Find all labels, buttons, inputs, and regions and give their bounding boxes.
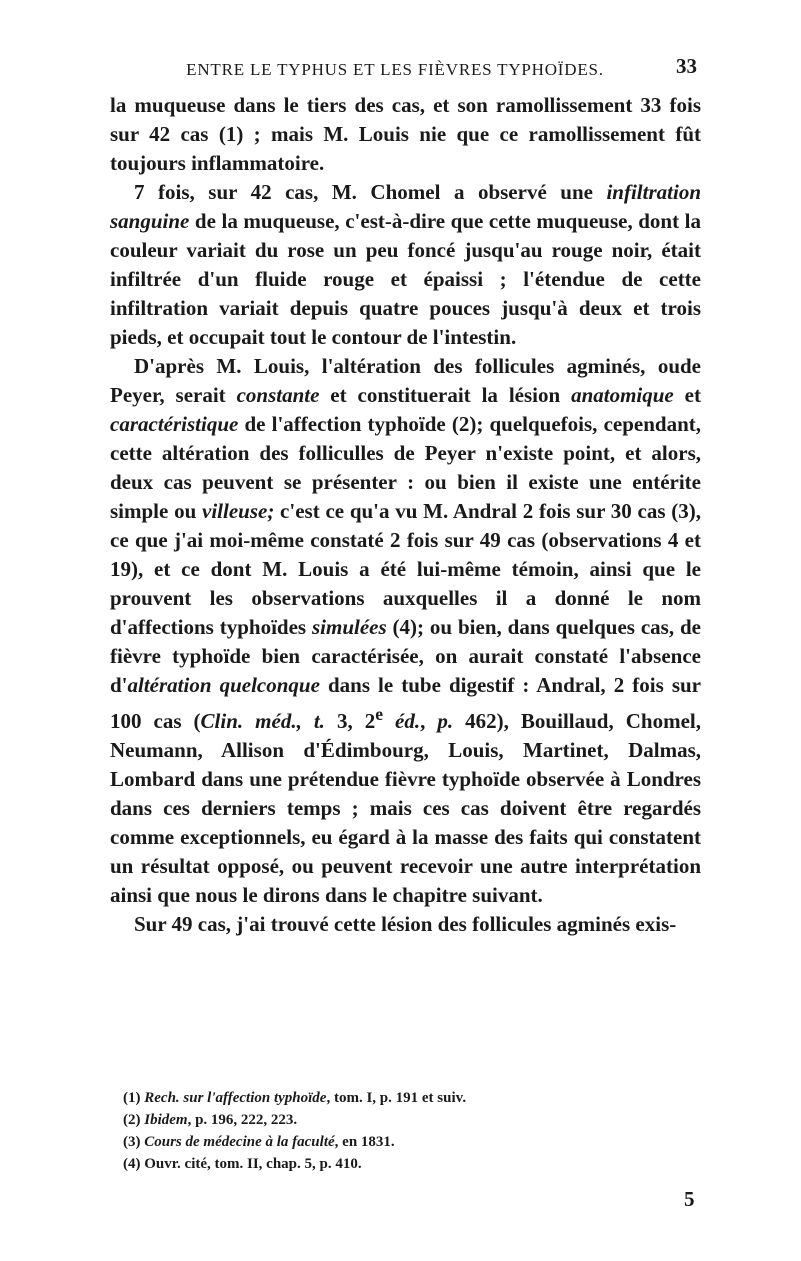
body-text	[110, 91, 701, 939]
superscript: e	[375, 704, 383, 724]
italic-text: simulées	[311, 615, 387, 639]
signature-mark: 5	[684, 1187, 695, 1211]
paragraph: Sur 49 cas, j'ai trouvé cette lésion des follicules agminés exis-	[134, 912, 677, 936]
italic-text: Cours de médecine à la faculté	[144, 1134, 335, 1150]
italic-text: Ibidem	[144, 1112, 188, 1128]
italic-text: Clin. méd., t.	[200, 709, 325, 733]
italic-text: constante	[236, 383, 320, 407]
footnotes	[123, 1087, 693, 1175]
italic-text: infiltration sanguine	[110, 180, 701, 233]
footnote: (1) Rech. sur l'affection typhoïde, tom. I, p. 191 et suiv.	[123, 1090, 467, 1106]
paragraph: D'après M. Louis, l'altération des follicules agminés, oude Peyer, serait constante et constituerait la lésion anatomique et caractéristique de l'affection typhoïde (2); quelquefois, cependant, cette altération des folliculles de Peyer n'existe point, et alors, deux cas peuvent se présenter : ou bien il existe une entérite simple ou villeuse; c'est ce qu'a vu M. Andral 2 fois sur 30 cas (3), ce que j'ai moi-même constaté 2 fois sur 49 cas (observations 4 et 19), et ce dont M. Louis a été lui-même témoin, ainsi que le prouvent les observations auxquelles il a donné le nom d'affections typhoïdes simulées (4); ou bien, dans quelques cas, de fièvre typhoïde bien caractérisée, on aurait constaté l'absence d'altération quelconque dans le tube digestif : Andral, 2 fois sur 100 cas (Clin. méd., t. 3, 2e éd., p. 462), Bouillaud, Chomel, Neumann, Allison d'Édimbourg, Louis, Martinet, Dalmas, Lombard dans une prétendue fièvre typhoïde observée à Londres dans ces derniers temps ; mais ces cas doivent être regardés comme exceptionnels, eu égard à la masse des faits qui constatent un résultat opposé, ou peuvent recevoir une autre interprétation ainsi que nous le dirons dans le chapitre suivant.	[110, 354, 702, 907]
paragraph: la muqueuse dans le tiers des cas, et son ramollissement 33 fois sur 42 cas (1) ; mais M. Louis nie que ce ramollissement fût toujours inflammatoire.	[110, 93, 701, 175]
italic-text: éd.	[395, 709, 421, 733]
italic-text: villeuse;	[202, 499, 275, 523]
italic-text: altération quelconque	[127, 673, 320, 697]
footnote: (3) Cours de médecine à la faculté, en 1831.	[123, 1134, 395, 1150]
running-title: ENTRE LE TYPHUS ET LES FIÈVRES TYPHOÏDES.	[186, 60, 604, 79]
italic-text: p.	[437, 709, 454, 733]
page-number: 33	[676, 54, 697, 78]
italic-text: anatomique	[571, 383, 674, 407]
italic-text: Rech. sur l'affection typhoïde	[144, 1090, 327, 1106]
footnote: (4) Ouvr. cité, tom. II, chap. 5, p. 410.	[123, 1156, 362, 1172]
paragraph: 7 fois, sur 42 cas, M. Chomel a observé une infiltration sanguine de la muqueuse, c'est-à-dire que cette muqueuse, dont la couleur variait du rose un peu foncé jusqu'au rouge noir, était infiltrée d'un fluide rouge et épaissi ; l'étendue de cette infiltration variait depuis quatre pouces jusqu'à deux et trois pieds, et occupait tout le contour de l'intestin.	[110, 180, 701, 349]
italic-text: caractéristique	[110, 412, 239, 436]
footnote: (2) Ibidem, p. 196, 222, 223.	[123, 1112, 298, 1128]
